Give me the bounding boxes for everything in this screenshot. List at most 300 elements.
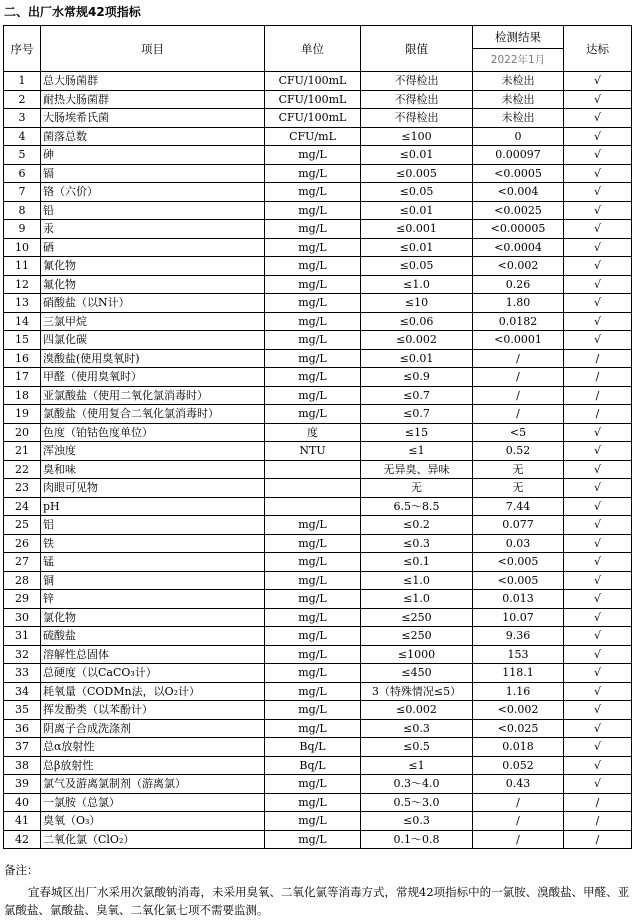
row-item: 砷	[41, 146, 265, 165]
row-limit: ≤250	[361, 608, 473, 627]
row-number: 13	[4, 294, 41, 313]
row-number: 31	[4, 627, 41, 646]
row-pass: √	[564, 238, 632, 257]
row-number: 34	[4, 682, 41, 701]
row-item: 氯酸盐（使用复合二氧化氯消毒时）	[41, 405, 265, 424]
row-limit: ≤1.0	[361, 571, 473, 590]
row-number: 9	[4, 220, 41, 239]
row-result: <0.025	[473, 719, 564, 738]
table-row	[4, 423, 632, 442]
row-pass: √	[564, 294, 632, 313]
table-row	[4, 479, 632, 498]
row-number: 2	[4, 90, 41, 109]
row-limit: ≤0.001	[361, 220, 473, 239]
row-item: 汞	[41, 220, 265, 239]
row-result: <0.004	[473, 183, 564, 202]
row-pass: √	[564, 645, 632, 664]
table-row	[4, 109, 632, 128]
row-result: 0.26	[473, 275, 564, 294]
header-item: 项目	[41, 26, 265, 72]
row-limit: 无	[361, 479, 473, 498]
row-item: 臭和味	[41, 460, 265, 479]
row-result: /	[473, 812, 564, 831]
row-number: 25	[4, 516, 41, 535]
row-limit: ≤0.002	[361, 331, 473, 350]
row-unit: mg/L	[265, 146, 361, 165]
table-row	[4, 183, 632, 202]
row-item: 氯化物	[41, 608, 265, 627]
row-item: 硫酸盐	[41, 627, 265, 646]
table-row	[4, 164, 632, 183]
row-number: 36	[4, 719, 41, 738]
row-number: 24	[4, 497, 41, 516]
row-unit: mg/L	[265, 664, 361, 683]
row-number: 11	[4, 257, 41, 276]
row-number: 21	[4, 442, 41, 461]
table-row	[4, 368, 632, 387]
row-number: 19	[4, 405, 41, 424]
row-result: 0.052	[473, 756, 564, 775]
row-number: 41	[4, 812, 41, 831]
row-unit: mg/L	[265, 405, 361, 424]
table-row	[4, 294, 632, 313]
row-item: 氟化物	[41, 275, 265, 294]
row-pass: √	[564, 719, 632, 738]
row-pass: √	[564, 146, 632, 165]
row-limit: ≤0.5	[361, 738, 473, 757]
row-number: 15	[4, 331, 41, 350]
table-row	[4, 275, 632, 294]
row-number: 35	[4, 701, 41, 720]
row-result: 0.013	[473, 590, 564, 609]
row-limit: 无异臭、异味	[361, 460, 473, 479]
row-unit: mg/L	[265, 183, 361, 202]
row-item: 总硬度（以CaCO₃计）	[41, 664, 265, 683]
row-item: 耐热大肠菌群	[41, 90, 265, 109]
row-item: 肉眼可见物	[41, 479, 265, 498]
row-unit: CFU/100mL	[265, 72, 361, 91]
row-number: 29	[4, 590, 41, 609]
row-result: <5	[473, 423, 564, 442]
row-item: 氰化物	[41, 257, 265, 276]
row-limit: ≤0.06	[361, 312, 473, 331]
table-row	[4, 201, 632, 220]
row-limit: ≤250	[361, 627, 473, 646]
row-result: /	[473, 830, 564, 849]
row-pass: /	[564, 349, 632, 368]
row-number: 23	[4, 479, 41, 498]
row-number: 10	[4, 238, 41, 257]
row-number: 42	[4, 830, 41, 849]
row-pass: √	[564, 72, 632, 91]
row-pass: √	[564, 571, 632, 590]
row-limit: ≤0.01	[361, 201, 473, 220]
row-pass: √	[564, 331, 632, 350]
row-result: 9.36	[473, 627, 564, 646]
row-number: 18	[4, 386, 41, 405]
table-row	[4, 590, 632, 609]
row-limit: ≤0.002	[361, 701, 473, 720]
row-item: 硒	[41, 238, 265, 257]
row-pass: √	[564, 257, 632, 276]
row-result: 0	[473, 127, 564, 146]
row-pass: √	[564, 164, 632, 183]
row-unit: CFU/100mL	[265, 90, 361, 109]
row-unit: CFU/100mL	[265, 109, 361, 128]
row-result: <0.0025	[473, 201, 564, 220]
row-number: 8	[4, 201, 41, 220]
row-result: 无	[473, 460, 564, 479]
row-result: 0.077	[473, 516, 564, 535]
table-row	[4, 756, 632, 775]
row-limit: ≤450	[361, 664, 473, 683]
indicator-table	[3, 25, 632, 849]
table-row	[4, 553, 632, 572]
row-pass: √	[564, 127, 632, 146]
row-number: 16	[4, 349, 41, 368]
row-limit: ≤10	[361, 294, 473, 313]
row-limit: ≤0.3	[361, 812, 473, 831]
row-item: 菌落总数	[41, 127, 265, 146]
row-limit: ≤1.0	[361, 275, 473, 294]
table-row	[4, 442, 632, 461]
row-limit: ≤0.7	[361, 386, 473, 405]
row-limit: ≤1000	[361, 645, 473, 664]
row-result: /	[473, 793, 564, 812]
row-result: 0.0182	[473, 312, 564, 331]
row-result: 1.80	[473, 294, 564, 313]
row-limit: 0.5～3.0	[361, 793, 473, 812]
row-limit: 3（特殊情况≤5）	[361, 682, 473, 701]
row-limit: 6.5～8.5	[361, 497, 473, 516]
row-pass: √	[564, 90, 632, 109]
row-item: 溶解性总固体	[41, 645, 265, 664]
row-item: 甲醛（使用臭氧时）	[41, 368, 265, 387]
table-row	[4, 534, 632, 553]
table-row	[4, 127, 632, 146]
row-pass: √	[564, 183, 632, 202]
table-row	[4, 664, 632, 683]
row-number: 1	[4, 72, 41, 91]
row-item: 三氯甲烷	[41, 312, 265, 331]
row-pass: /	[564, 830, 632, 849]
header-date: 2022年1月	[473, 49, 564, 72]
table-row	[4, 793, 632, 812]
row-unit: mg/L	[265, 812, 361, 831]
table-row	[4, 830, 632, 849]
table-row	[4, 257, 632, 276]
table-row	[4, 238, 632, 257]
row-unit: mg/L	[265, 201, 361, 220]
row-number: 5	[4, 146, 41, 165]
header-seq: 序号	[4, 26, 41, 72]
row-item: 色度（铂钴色度单位）	[41, 423, 265, 442]
header-limit: 限值	[361, 26, 473, 72]
row-pass: √	[564, 220, 632, 239]
row-pass: √	[564, 460, 632, 479]
row-item: 挥发酚类（以苯酚计）	[41, 701, 265, 720]
row-unit: mg/L	[265, 294, 361, 313]
row-unit: mg/L	[265, 516, 361, 535]
table-row	[4, 738, 632, 757]
row-pass: √	[564, 590, 632, 609]
row-unit: mg/L	[265, 793, 361, 812]
notes-label: 备注：	[4, 863, 39, 877]
table-row	[4, 146, 632, 165]
row-number: 38	[4, 756, 41, 775]
table-row	[4, 608, 632, 627]
row-unit: 度	[265, 423, 361, 442]
row-unit: Bq/L	[265, 738, 361, 757]
row-pass: √	[564, 423, 632, 442]
row-unit: mg/L	[265, 701, 361, 720]
row-unit: mg/L	[265, 590, 361, 609]
row-unit: mg/L	[265, 312, 361, 331]
row-limit: 不得检出	[361, 90, 473, 109]
row-unit: mg/L	[265, 331, 361, 350]
row-item: 浑浊度	[41, 442, 265, 461]
row-unit: mg/L	[265, 349, 361, 368]
row-result: 0.018	[473, 738, 564, 757]
table-row	[4, 72, 632, 91]
row-limit: ≤0.05	[361, 183, 473, 202]
row-item: 阴离子合成洗涤剂	[41, 719, 265, 738]
row-unit: mg/L	[265, 275, 361, 294]
row-result: 0.52	[473, 442, 564, 461]
row-unit: mg/L	[265, 534, 361, 553]
table-row	[4, 645, 632, 664]
row-limit: ≤0.01	[361, 238, 473, 257]
table-row	[4, 516, 632, 535]
row-item: 铬（六价）	[41, 183, 265, 202]
row-unit: mg/L	[265, 830, 361, 849]
row-result: <0.002	[473, 701, 564, 720]
row-pass: √	[564, 701, 632, 720]
table-row	[4, 405, 632, 424]
row-pass: /	[564, 368, 632, 387]
notes-text: 宜春城区出厂水采用次氯酸钠消毒，未采用臭氧、二氧化氯等消毒方式，常规42项指标中的一氯胺、溴酸盐、甲醛、亚氯酸盐、氯酸盐、臭氧、二氧化氯七项不需要监测。	[4, 885, 630, 917]
row-limit: ≤100	[361, 127, 473, 146]
row-pass: √	[564, 534, 632, 553]
row-item: 锰	[41, 553, 265, 572]
row-unit	[265, 460, 361, 479]
row-item: 亚氯酸盐（使用二氧化氯消毒时）	[41, 386, 265, 405]
row-unit: Bq/L	[265, 756, 361, 775]
table-row	[4, 719, 632, 738]
row-pass: /	[564, 812, 632, 831]
row-limit: ≤1	[361, 442, 473, 461]
row-result: 0.43	[473, 775, 564, 794]
row-unit	[265, 497, 361, 516]
row-limit: ≤0.01	[361, 146, 473, 165]
row-number: 40	[4, 793, 41, 812]
row-item: 总α放射性	[41, 738, 265, 757]
row-item: 氯气及游离氯制剂（游离氯）	[41, 775, 265, 794]
row-unit: mg/L	[265, 164, 361, 183]
row-limit: ≤15	[361, 423, 473, 442]
row-limit: ≤0.2	[361, 516, 473, 535]
row-limit: ≤0.3	[361, 719, 473, 738]
row-unit: mg/L	[265, 386, 361, 405]
table-row	[4, 497, 632, 516]
row-result: 10.07	[473, 608, 564, 627]
row-unit: CFU/mL	[265, 127, 361, 146]
row-pass: √	[564, 664, 632, 683]
row-item: 总β放射性	[41, 756, 265, 775]
row-pass: √	[564, 775, 632, 794]
row-unit: mg/L	[265, 257, 361, 276]
row-unit: mg/L	[265, 608, 361, 627]
header-unit: 单位	[265, 26, 361, 72]
row-limit: 0.3～4.0	[361, 775, 473, 794]
row-item: 大肠埃希氏菌	[41, 109, 265, 128]
row-limit: ≤0.05	[361, 257, 473, 276]
table-row	[4, 812, 632, 831]
row-limit: 不得检出	[361, 109, 473, 128]
row-unit: mg/L	[265, 645, 361, 664]
row-pass: √	[564, 756, 632, 775]
row-item: 耗氧量（CODMn法，以O₂计）	[41, 682, 265, 701]
row-number: 6	[4, 164, 41, 183]
row-unit: mg/L	[265, 238, 361, 257]
row-result: 1.16	[473, 682, 564, 701]
table-row	[4, 220, 632, 239]
row-limit: ≤1.0	[361, 590, 473, 609]
row-result: 未检出	[473, 90, 564, 109]
row-unit: mg/L	[265, 368, 361, 387]
row-pass: √	[564, 497, 632, 516]
row-result: <0.0005	[473, 164, 564, 183]
row-item: 二氧化氯（ClO₂）	[41, 830, 265, 849]
row-pass: √	[564, 479, 632, 498]
row-item: 总大肠菌群	[41, 72, 265, 91]
row-item: 铅	[41, 201, 265, 220]
row-unit	[265, 479, 361, 498]
row-result: 153	[473, 645, 564, 664]
row-number: 37	[4, 738, 41, 757]
header-pass: 达标	[564, 26, 632, 72]
row-number: 7	[4, 183, 41, 202]
row-unit: mg/L	[265, 553, 361, 572]
row-limit: ≤0.1	[361, 553, 473, 572]
row-number: 22	[4, 460, 41, 479]
row-limit: ≤0.7	[361, 405, 473, 424]
row-unit: mg/L	[265, 719, 361, 738]
row-number: 3	[4, 109, 41, 128]
row-limit: 不得检出	[361, 72, 473, 91]
row-pass: √	[564, 627, 632, 646]
row-pass: √	[564, 553, 632, 572]
row-item: 四氯化碳	[41, 331, 265, 350]
row-result: /	[473, 349, 564, 368]
row-pass: √	[564, 608, 632, 627]
row-number: 28	[4, 571, 41, 590]
row-result: 0.03	[473, 534, 564, 553]
header-row	[4, 26, 632, 49]
row-result: 0.00097	[473, 146, 564, 165]
row-number: 26	[4, 534, 41, 553]
table-row	[4, 331, 632, 350]
table-row	[4, 349, 632, 368]
row-pass: /	[564, 405, 632, 424]
row-item: 锌	[41, 590, 265, 609]
table-row	[4, 701, 632, 720]
row-pass: √	[564, 109, 632, 128]
row-limit: ≤0.9	[361, 368, 473, 387]
row-pass: √	[564, 312, 632, 331]
row-result: 无	[473, 479, 564, 498]
row-limit: ≤0.01	[361, 349, 473, 368]
row-limit: 0.1～0.8	[361, 830, 473, 849]
row-result: <0.0004	[473, 238, 564, 257]
row-result: 118.1	[473, 664, 564, 683]
row-limit: ≤1	[361, 756, 473, 775]
row-number: 32	[4, 645, 41, 664]
row-item: 镉	[41, 164, 265, 183]
row-pass: √	[564, 682, 632, 701]
row-pass: /	[564, 386, 632, 405]
row-item: 铝	[41, 516, 265, 535]
row-pass: √	[564, 275, 632, 294]
row-result: <0.002	[473, 257, 564, 276]
row-number: 27	[4, 553, 41, 572]
row-result: <0.005	[473, 571, 564, 590]
row-number: 30	[4, 608, 41, 627]
row-number: 12	[4, 275, 41, 294]
section-title: 二、出厂水常规42项指标	[4, 5, 141, 19]
row-pass: √	[564, 442, 632, 461]
row-number: 39	[4, 775, 41, 794]
row-item: 硝酸盐（以N计）	[41, 294, 265, 313]
row-result: /	[473, 386, 564, 405]
row-number: 14	[4, 312, 41, 331]
row-item: 溴酸盐(使用臭氧时)	[41, 349, 265, 368]
table-row	[4, 312, 632, 331]
row-pass: /	[564, 793, 632, 812]
row-number: 17	[4, 368, 41, 387]
row-pass: √	[564, 738, 632, 757]
row-result: 未检出	[473, 109, 564, 128]
row-unit: mg/L	[265, 682, 361, 701]
row-item: 一氯胺（总氯）	[41, 793, 265, 812]
row-unit: mg/L	[265, 571, 361, 590]
row-unit: mg/L	[265, 627, 361, 646]
table-row	[4, 386, 632, 405]
row-item: pH	[41, 497, 265, 516]
header-result: 检测结果	[473, 26, 564, 49]
row-result: /	[473, 368, 564, 387]
table-row	[4, 775, 632, 794]
table-row	[4, 460, 632, 479]
row-result: 未检出	[473, 72, 564, 91]
row-unit: NTU	[265, 442, 361, 461]
row-unit: mg/L	[265, 220, 361, 239]
row-result: <0.0001	[473, 331, 564, 350]
row-unit: mg/L	[265, 775, 361, 794]
row-limit: ≤0.005	[361, 164, 473, 183]
table-body	[4, 72, 632, 849]
table-row	[4, 571, 632, 590]
row-pass: √	[564, 516, 632, 535]
table-row	[4, 627, 632, 646]
row-limit: ≤0.3	[361, 534, 473, 553]
row-result: 7.44	[473, 497, 564, 516]
row-item: 铁	[41, 534, 265, 553]
row-item: 臭氧（O₃）	[41, 812, 265, 831]
table-row	[4, 90, 632, 109]
row-result: <0.00005	[473, 220, 564, 239]
table-row	[4, 682, 632, 701]
